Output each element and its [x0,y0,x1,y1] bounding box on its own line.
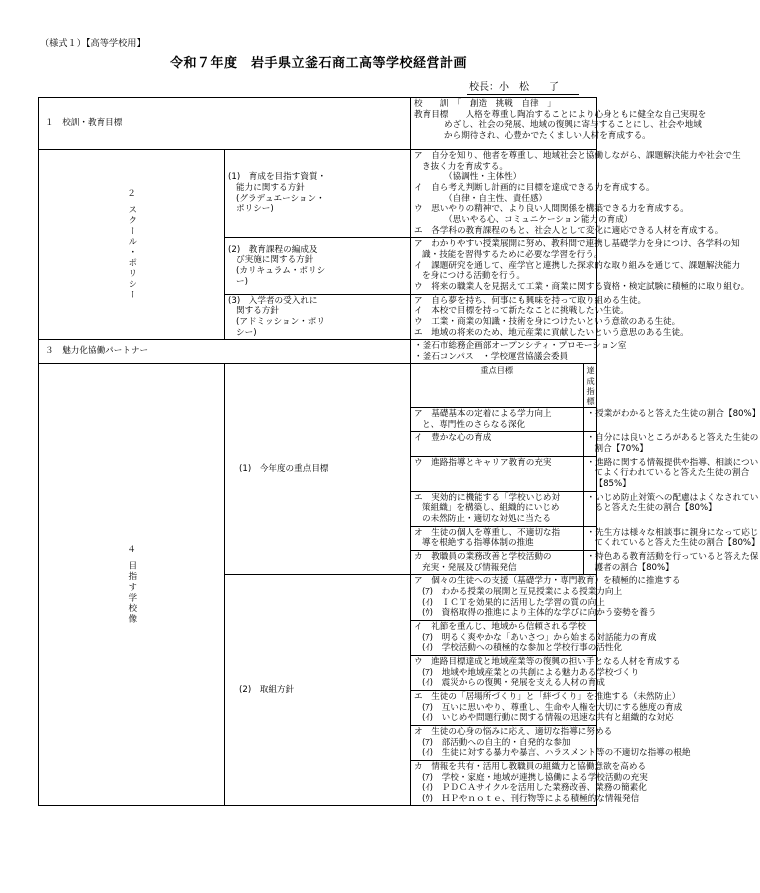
priorities-content [411,364,760,575]
section-4-number: ４ [127,544,136,555]
priority-indicator-line: 【85%】 [594,479,631,490]
policy-label-line: (3) 入学者の受入れに [228,295,318,306]
school-motto: 校 訓 「 創造 挑戦 自律 」 [414,99,556,109]
principal-name: 校長：小 松 了 [467,82,579,95]
policy-item: き抜く力を育成する。 [422,161,508,172]
priority-goal-line: オ 生徒の個人を尊重し、不適切な指 [414,527,561,538]
policy-item: イ 課題研究を通して、産学官と連携した探求的な取り組みを通じて、課題解決能力 [414,260,741,271]
section-4-label [39,364,225,806]
action-sub-item: (ｲ) ＰＤＣＡサイクルを活用した業務改善、業務の簡素化 [422,783,647,794]
section-2-vertical-label: スクール・ポリシー [126,205,137,301]
priority-goal-line: の未然防止・適切な対処に当たる [422,514,551,525]
priority-goal-line: 充実・発展及び情報発信 [422,562,517,573]
priorities-label: (1) 今年度の重点目標 [225,364,411,575]
section-4-priorities-row [39,364,597,575]
actions-label: (2) 取組方針 [225,575,411,806]
policy-item: イ 本校で目標を持って新たなことに挑戦したい生徒。 [414,306,629,317]
priority-indicator [583,551,759,575]
priority-goal-line: 導を根絶する指導体制の推進 [422,538,534,549]
action-heading: ア 個々の生徒への支援（基礎学力・専門教育）を積極的に推進する [414,576,681,587]
policy-items-1 [411,150,741,238]
priority-indicator-line: 護者の割合【80%】 [594,562,674,573]
education-goal-line: 教育目標 人格を尊重し陶冶することにより心身ともに健全な自己実現を [414,109,707,120]
action-sub-item: (ｱ) 学校・家庭・地域が連携し協働による学校活動の充実 [422,772,648,783]
action-sub-item: (ｳ) 資格取得の推進により主体的な学びに向かう姿勢を養う [422,608,657,619]
actions-content [411,575,691,806]
partner-item: ・釜石市総務企画部オープンシティ・プロモーション室 [414,341,627,352]
policy-item: ウ 工業・商業の知識・技術を身につけたいという意欲のある生徒。 [414,316,681,327]
priorities-header-row [411,364,596,407]
policy-label-3 [225,294,411,340]
section-2-number: ２ [127,188,136,199]
priority-goal [411,526,583,550]
action-sub-item: (ｱ) 明るく爽やかな「あいさつ」から始まる対話能力の育成 [422,632,657,643]
priority-indicator-line: ・特色ある教育活動を行っていると答えた保 [586,552,759,563]
priority-indicator [583,491,759,526]
action-heading: オ 生徒の心身の悩みに応え、適切な指導に努める [414,726,613,737]
priority-row [411,491,596,526]
action-sub-item: (ｲ) 生徒に対する暴力や暴言、ハラスメント等の不適切な指導の根絶 [422,748,691,759]
priorities-table [411,364,760,574]
policy-item: （自律・自主性、責任感） [444,193,548,204]
action-group [411,725,691,760]
policy-label-2 [225,238,411,294]
policy-label-line: ー) [236,276,248,287]
priority-row [411,432,596,456]
section-3-row [39,340,597,364]
priority-indicator [583,408,760,432]
priority-indicator-line: てくれていると答えた生徒の割合【80%】 [594,538,760,549]
priorities-goal-header: 重点目標 [480,365,514,376]
section-1-label: １ 校訓・教育目標 [39,98,411,150]
priority-indicator-line: てよく行われていると答えた生徒の割合 [594,468,750,479]
section-2-label [39,150,225,340]
action-sub-item: (ｳ) ＨＰやｎｏｔｅ、刊行物等による積極的な情報発信 [422,793,640,804]
policy-label-line: シー) [236,327,257,338]
priorities-indicator-header: 達成指標 [583,364,596,407]
action-group [411,575,681,620]
priority-indicator-line: ・先生方は様々な相談事に親身になって応じ [586,527,759,538]
action-sub-item: (ｲ) 学校活動への積極的な参加と学校行事の活性化 [422,643,623,654]
priority-goal-line: カ 教職員の業務改善と学校活動の [414,552,552,563]
priority-indicator-line: 割合【70%】 [594,444,648,455]
section-2-policy-1-row [39,150,597,238]
action-group [411,655,681,690]
management-plan-table [38,97,760,806]
policy-label-line: 能力に関する方針 [236,182,305,193]
priority-indicator-line: ・進路に関する情報提供や指導、相談につい [586,457,759,468]
policy-label-line: び実施に関する方針 [236,255,314,266]
priority-goal-line: と、専門性のさらなる深化 [422,419,526,430]
priority-indicator-line: ・いじめ防止対策への配慮はよくなされてい [586,492,759,503]
priority-indicator-line: ・自分には良いところがあると答えた生徒の [586,433,759,444]
policy-items-2 [411,238,750,294]
action-sub-item: (ｲ) 震災からの復興・発展を支える人材の育成 [422,678,605,689]
policy-label-line: ポリシー) [236,204,274,215]
action-heading: イ 礼節を重んじ、地域から信頼される学校 [414,621,586,632]
priority-row [411,526,596,550]
action-heading: カ 情報を共有・活用し教職員の組織力と協働意欲を高める [414,761,647,772]
form-label: （様式１）【高等学校用】 [40,38,146,49]
priority-indicator-line: ・授業がわかると答えた生徒の割合【80%】 [586,409,760,420]
action-heading: エ 生徒の「居場所づくり」と「絆づくり」を推進する（未然防止） [414,691,681,702]
policy-label-line: (カリキュラム・ポリシ [236,265,326,276]
priority-goal-line: エ 実効的に機能する「学校いじめ対 [414,492,561,503]
policy-item: を身につける活動を行う。 [422,271,525,282]
policy-label-line: (2) 教育課程の編成及 [228,244,318,255]
action-group [411,690,683,725]
priority-goal [411,432,583,456]
action-group [411,760,648,806]
policy-item: エ 各学科の教育課程のもと、社会人として変化に適応できる人材を育成する。 [414,225,724,236]
priority-indicator [583,456,759,491]
policy-label-line: (1) 育成を目指す資質・ [228,172,327,183]
action-sub-item: (ｱ) 地域や地域産業との共創による魅力ある学校づくり [422,667,640,678]
policy-items-3 [411,294,689,340]
policy-label-line: 関する方針 [236,306,279,317]
education-goal [414,109,707,142]
priority-goal [411,551,583,575]
policy-item: 識・技能を習得するために必要な学習を行う。 [422,249,603,260]
priority-goal [411,456,583,491]
priority-goal-line: イ 豊かな心の育成 [414,433,492,444]
priority-indicator [583,432,759,456]
action-sub-item: (ｲ) ＩＣＴを効果的に活用した学習の質の向上 [422,597,605,608]
policy-item: ア 自分を知り、他者を尊重し、地域社会と協働しながら、課題解決能力や社会で生 [414,151,741,161]
priority-goal-line: ア 基礎基本の定着による学力向上 [414,409,552,420]
priority-indicator [583,526,760,550]
section-3-label: ３ 魅力化協働パートナー [39,340,411,364]
policy-item: ア 自ら夢を持ち、何事にも興味を持って取り組める生徒。 [414,295,647,306]
policy-item: イ 自ら考え判断し計画的に目標を達成できる力を育成する。 [414,182,655,193]
priority-indicator-line: ると答えた生徒の割合【80%】 [594,503,717,514]
section-4-vertical-label: 目指す学校像 [126,561,137,626]
priority-row [411,551,596,575]
page-title: 令和７年度 岩手県立釜石商工高等学校経営計画 [169,56,467,71]
policy-item: ウ 将来の職業人を見据えて工業・商業に関する資格・検定試験に積極的に取り組む。 [414,281,750,292]
priority-row [411,408,596,432]
partner-item: ・釜石コンパス ・学校運営協議会委員 [414,351,569,362]
policy-item: ウ 思いやりの精神で、より良い人間関係を構築できる力を育成する。 [414,204,689,215]
action-sub-item: (ｱ) 互いに思いやり、尊重し、生命や人権を大切にする態度の育成 [422,702,683,713]
priority-goal-line: ウ 進路指導とキャリア教育の充実 [414,457,552,468]
action-sub-item: (ｲ) いじめや問題行動に関する情報の迅速な共有と組織的な対応 [422,713,674,724]
priority-goal [411,408,583,432]
priority-goal-line: 策組織」を構築し、組織的にいじめ [422,503,560,514]
policy-label-line: (アドミッション・ポリ [236,316,325,327]
action-heading: ウ 進路目標達成と地域産業等の復興の担い手となる人材を育成する [414,656,681,667]
action-sub-item: (ｱ) 部活動への自主的・自発的な参加 [422,737,571,748]
policy-item: （思いやる心、コミュニケーション能力の育成） [444,214,633,225]
education-goal-line: から期待され、心豊かでたくましい人材を育成する。 [444,130,651,141]
action-group [411,620,657,655]
education-goal-line: めざし、社会の発展、地域の復興に寄与することにし、社会や地域 [444,120,702,131]
policy-label-1 [225,150,411,238]
policy-item: エ 地域の将来のため、地元産業に貢献したいという意思のある生徒。 [414,327,689,338]
priority-row [411,456,596,491]
policy-item: （協調性・主体性） [444,172,522,183]
section-3-content [411,340,627,364]
policy-item: ア わかりやすい授業展開に努め、教科間で連携し基礎学力を身につけ、各学科の知 [414,239,740,250]
section-1-row [39,98,597,150]
action-sub-item: (ｱ) わかる授業の展開と互見授業による授業力向上 [422,587,623,597]
policy-label-line: (グラデュエーション・ [236,193,325,204]
priority-goal [411,491,583,526]
section-1-content [411,98,707,150]
